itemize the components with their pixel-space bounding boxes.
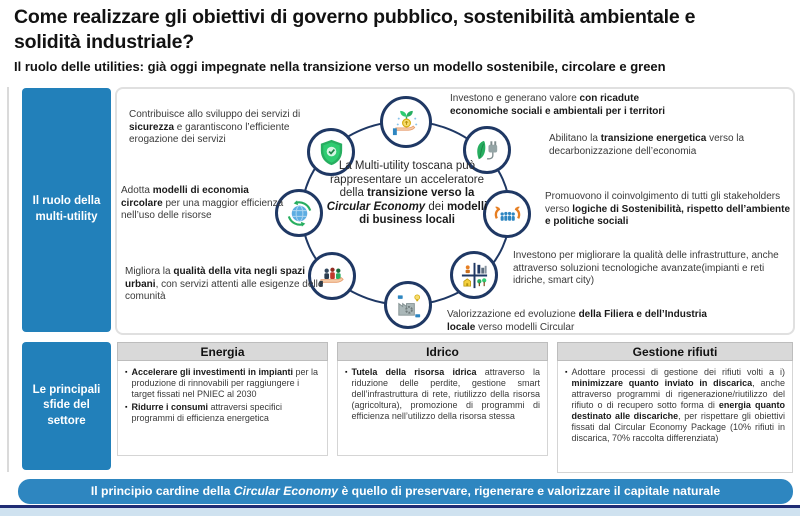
- column-gestione-rifiuti: [557, 342, 793, 473]
- page-subtitle: Il ruolo delle utilities: già oggi impegnate nella transizione verso un modello sostenibile, circolare e green: [14, 59, 666, 74]
- column-energia: [117, 342, 328, 473]
- list-item: [125, 402, 320, 424]
- diagram-node-invest: [380, 96, 432, 148]
- diagram-text-infrastructure: Investono per migliorare la qualità delle infrastrutture, anche attraverso soluzioni tecnologiche avanzate(impianti e reti idriche, smart city): [513, 250, 779, 286]
- column-body-gestione-rifiuti: [557, 361, 793, 473]
- column-header-gestione-rifiuti: Gestione rifiuti: [557, 342, 793, 361]
- diagram-text-energy: Abilitano la transizione energetica verso la decarbonizzazione dell’economia: [549, 133, 745, 157]
- list-item: [125, 367, 320, 400]
- column-body-energia: [117, 361, 328, 456]
- key-message-banner: Il principio cardine della Circular Economy è quello di preservare, rigenerare e valorizzare il capitale naturale: [18, 479, 793, 504]
- diagram-text-stakeholders: Promuovono il coinvolgimento di tutti gli stakeholders verso logiche di Sostenibilità, rispetto dell’ambiente e politiche sociali: [545, 191, 791, 227]
- bullet-square-icon: ▪: [345, 369, 348, 376]
- bullet-text: Tutela della risorsa idrica attraverso la riduzione delle perdite, gestione smart dell’infrastruttura di rete, riutilizzo della risorsa (agricoltura), promozione di programmi di efficienza nell’utilizzo della risorsa stessa: [351, 367, 540, 421]
- diagram-text-community: Migliora la qualità della vita negli spazi urbani, con servizi attenti alle esigenze delle comunità: [125, 266, 324, 302]
- bullet-square-icon: ▪: [565, 369, 568, 376]
- list-item: [345, 367, 540, 422]
- column-header-energia: Energia: [117, 342, 328, 361]
- list-item: [565, 367, 785, 444]
- diagram-text-industry: Valorizzazione ed evoluzione della Filiera e dell’Industria locale verso modelli Circular: [447, 309, 707, 333]
- bullet-text: Adottare processi di gestione dei rifiuti volti a i) minimizzare quanto inviato in discarica, anche attraverso programmi di rigenerazione/riutilizzo del rifiuto o di recupero sotto forma di energia quanto destinato alle discariche, per rispettare gli obiettivi fissati dal Circular Economy Package (10% rifiuti in discarica, 70% raccolta differenziata): [571, 367, 785, 443]
- sidebar-label-role: Il ruolo della multi-utility: [22, 88, 111, 332]
- hand-coin-growth-icon: [391, 107, 422, 138]
- diagram-node-infrastructure: [450, 251, 498, 299]
- bullet-text: Accelerare gli investimenti in impianti per la produzione di rinnovabili per raggiungere i target fissati nel PNIEC al 2030: [131, 367, 319, 399]
- stakeholders-hands-icon: [492, 199, 523, 230]
- diagram-text-invest: Investono e generano valore con ricadute economiche sociali e ambientali per i territori: [450, 93, 666, 117]
- diagram-text-security: Contribuisce allo sviluppo dei servizi di sicurezza e garantiscono l’efficiente erogazione dei servizi: [129, 109, 301, 145]
- column-body-idrico: [337, 361, 548, 456]
- bottom-band: [0, 508, 800, 516]
- column-header-idrico: Idrico: [337, 342, 548, 361]
- challenges-columns: [117, 342, 793, 473]
- industry-factory-icon: [393, 290, 424, 321]
- diagram-panel: [115, 87, 795, 335]
- infrastructure-grid-icon: [459, 260, 490, 291]
- left-divider: [7, 87, 9, 472]
- column-idrico: [337, 342, 548, 473]
- bullet-square-icon: ▪: [125, 369, 128, 376]
- diagram-node-industry: [384, 281, 432, 329]
- bullet-text: Ridurre i consumi attraversi specifici programmi di efficienza energetica: [131, 401, 283, 423]
- diagram-text-circular: Adotta modelli di economia circolare per una maggior efficienza nell’uso delle risorse: [121, 185, 284, 221]
- bullet-square-icon: ▪: [125, 403, 128, 411]
- sidebar-label-challenges: Le principali sfide del settore: [22, 342, 111, 470]
- center-statement: La Multi-utility toscana può rappresentare un acceleratore della transizione verso la Circular Economy dei modelli di business locali: [326, 160, 488, 227]
- page-title: Come realizzare gli obiettivi di governo pubblico, sostenibilità ambientale e solidità industriale?: [14, 6, 696, 54]
- globe-recycle-icon: [284, 198, 315, 229]
